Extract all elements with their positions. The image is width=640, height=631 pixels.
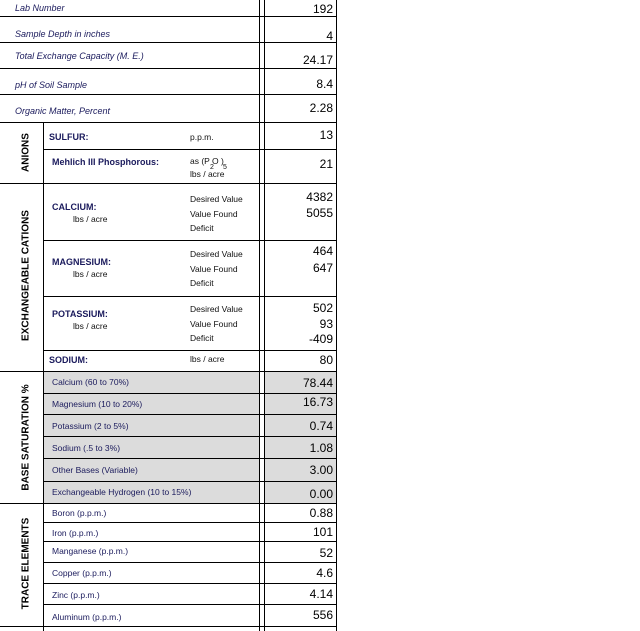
- zinc-label: Zinc (p.p.m.): [52, 590, 100, 600]
- magnesium-found-value: 647: [312, 261, 333, 275]
- row-line: [43, 436, 337, 437]
- lab-number-value: 192: [312, 2, 333, 16]
- phosphorous-unit-line1: as (P O ): [190, 156, 224, 166]
- bs-potassium-value: 0.74: [309, 419, 333, 433]
- bs-magnesium-value: 16.73: [302, 395, 333, 409]
- row-line: [43, 583, 337, 584]
- potassium-unit: lbs / acre: [73, 321, 108, 331]
- potassium-found-label: Value Found: [190, 319, 238, 329]
- row-line: [43, 481, 337, 482]
- base-saturation-section-title: BASE SATURATION %: [20, 384, 32, 491]
- base-saturation-value-shading: [264, 372, 336, 503]
- calcium-unit: lbs / acre: [73, 214, 108, 224]
- row-line: [0, 183, 337, 184]
- row-line: [43, 149, 337, 150]
- phosphorous-unit-line2: lbs / acre: [190, 169, 225, 179]
- manganese-label: Manganese (p.p.m.): [52, 546, 129, 556]
- bs-magnesium-label: Magnesium (10 to 20%): [52, 399, 143, 409]
- ph-label: pH of Soil Sample: [15, 80, 88, 90]
- bs-calcium-label: Calcium (60 to 70%): [52, 377, 130, 387]
- row-line: [0, 42, 337, 43]
- ph-value: 8.4: [316, 77, 333, 91]
- calcium-deficit-label: Deficit: [190, 223, 214, 233]
- magnesium-deficit-label: Deficit: [190, 278, 214, 288]
- row-line: [0, 503, 337, 504]
- phosphorous-subscript-5: 5: [223, 164, 227, 171]
- row-line: [0, 371, 337, 372]
- bs-other-bases-value: 3.00: [309, 463, 333, 477]
- row-line: [43, 414, 337, 415]
- iron-value: 101: [312, 525, 333, 539]
- bs-sodium-label: Sodium (.5 to 3%): [52, 443, 121, 453]
- anions-section-title: ANIONS: [20, 133, 32, 172]
- calcium-desired-label: Desired Value: [190, 194, 243, 204]
- potassium-deficit-value: -409: [308, 332, 333, 346]
- row-line: [0, 16, 337, 17]
- sulfur-unit: p.p.m.: [190, 132, 214, 142]
- calcium-found-label: Value Found: [190, 209, 238, 219]
- bs-sodium-value: 1.08: [309, 441, 333, 455]
- bs-hydrogen-label: Exchangeable Hydrogen (10 to 15%): [52, 487, 192, 497]
- zinc-value: 4.14: [309, 587, 333, 601]
- magnesium-unit: lbs / acre: [73, 269, 108, 279]
- organic-matter-value: 2.28: [309, 101, 333, 115]
- exchange-capacity-value: 24.17: [302, 53, 333, 67]
- bs-other-bases-label: Other Bases (Variable): [52, 465, 138, 475]
- potassium-desired-value: 502: [312, 301, 333, 315]
- sodium-label: SODIUM:: [49, 355, 88, 365]
- phosphorous-label: Mehlich III Phosphorous:: [52, 157, 160, 167]
- row-line: [43, 350, 337, 351]
- sodium-value: 80: [319, 353, 333, 367]
- boron-value: 0.88: [309, 506, 333, 520]
- magnesium-found-label: Value Found: [190, 264, 238, 274]
- bs-calcium-value: 78.44: [302, 376, 333, 390]
- potassium-label: POTASSIUM:: [52, 309, 108, 319]
- row-line: [43, 562, 337, 563]
- row-line: [43, 541, 337, 542]
- lab-number-label: Lab Number: [15, 3, 65, 13]
- divider-left-section: [43, 122, 44, 631]
- sample-depth-label: Sample Depth in inches: [15, 29, 111, 39]
- bs-potassium-label: Potassium (2 to 5%): [52, 421, 129, 431]
- copper-label: Copper (p.p.m.): [52, 568, 112, 578]
- potassium-desired-label: Desired Value: [190, 304, 243, 314]
- row-line: [43, 240, 337, 241]
- row-line: [43, 458, 337, 459]
- row-line: [0, 626, 337, 627]
- row-line: [0, 68, 337, 69]
- iron-label: Iron (p.p.m.): [52, 528, 99, 538]
- calcium-desired-value: 4382: [306, 190, 333, 204]
- manganese-value: 52: [319, 546, 333, 560]
- magnesium-desired-label: Desired Value: [190, 249, 243, 259]
- row-line: [43, 604, 337, 605]
- copper-value: 4.6: [316, 566, 333, 580]
- exchange-capacity-label: Total Exchange Capacity (M. E.): [15, 51, 144, 61]
- row-line: [43, 393, 337, 394]
- organic-matter-label: Organic Matter, Percent: [15, 106, 111, 116]
- trace-elements-section-title: TRACE ELEMENTS: [20, 517, 32, 610]
- aluminum-label: Aluminum (p.p.m.): [52, 612, 122, 622]
- phosphorous-subscript-2: 2: [210, 164, 214, 171]
- sodium-unit: lbs / acre: [190, 354, 225, 364]
- row-line: [0, 94, 337, 95]
- magnesium-label: MAGNESIUM:: [52, 257, 111, 267]
- row-line: [0, 122, 337, 123]
- potassium-found-value: 93: [319, 317, 333, 331]
- calcium-label: CALCIUM:: [52, 202, 97, 212]
- base-saturation-shading: [43, 372, 259, 503]
- aluminum-value: 556: [312, 608, 333, 622]
- cations-section-title: EXCHANGEABLE CATIONS: [20, 210, 32, 341]
- row-line: [43, 296, 337, 297]
- calcium-found-value: 5055: [306, 206, 333, 220]
- phosphorous-value: 21: [319, 157, 333, 171]
- magnesium-desired-value: 464: [312, 244, 333, 258]
- bs-hydrogen-value: 0.00: [309, 487, 333, 501]
- potassium-deficit-label: Deficit: [190, 333, 214, 343]
- sulfur-value: 13: [319, 128, 333, 142]
- boron-label: Boron (p.p.m.): [52, 508, 107, 518]
- sample-depth-value: 4: [326, 29, 333, 43]
- sulfur-label: SULFUR:: [49, 132, 89, 142]
- row-line: [43, 522, 337, 523]
